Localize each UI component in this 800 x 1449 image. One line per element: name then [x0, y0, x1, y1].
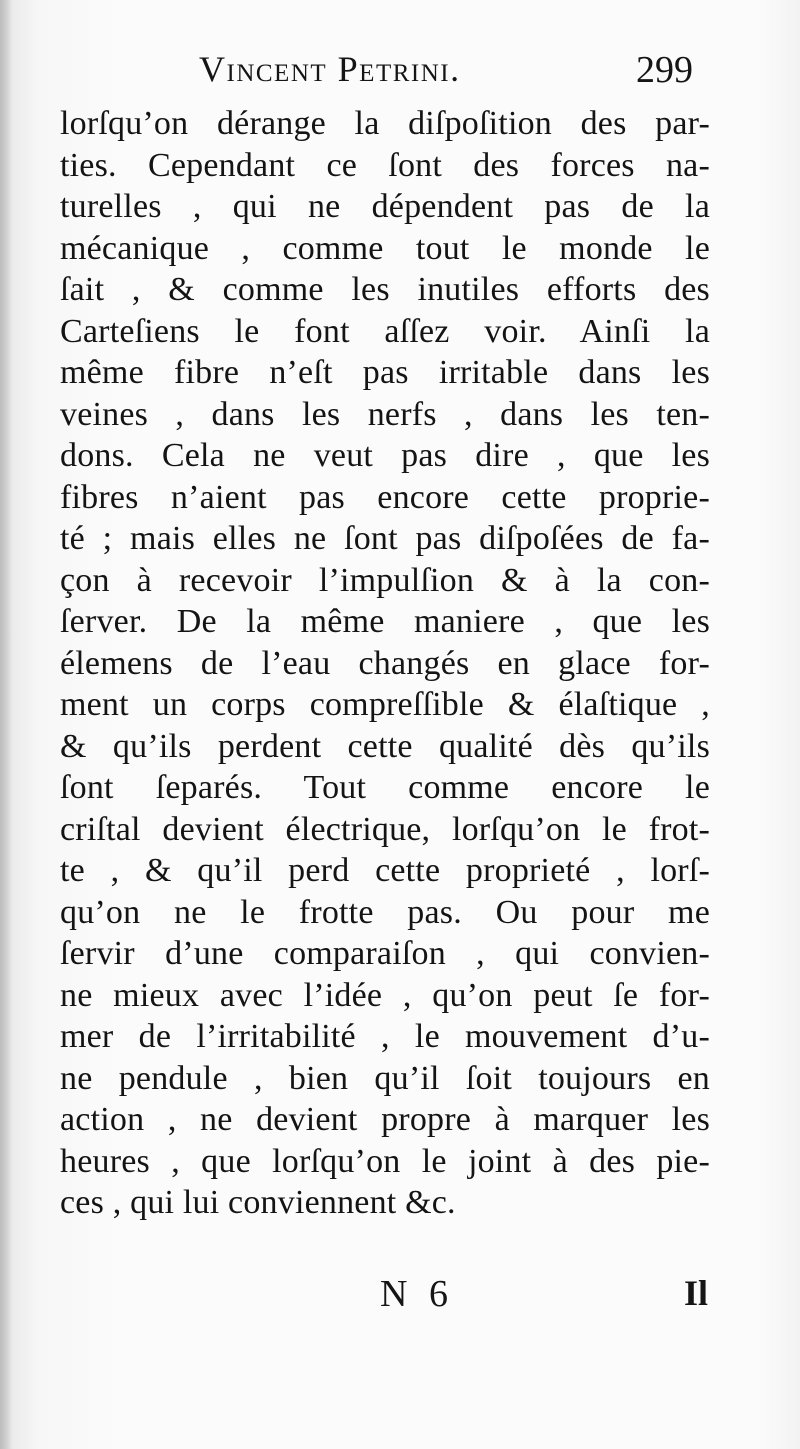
text-line: ne mieux avec l’idée , qu’on peut ſe for-: [60, 976, 710, 1014]
text-line: veines , dans les nerfs , dans les ten-: [60, 395, 710, 433]
text-line: ſont ſeparés. Tout comme encore le: [60, 769, 710, 806]
text-line: mécanique , comme tout le monde le: [60, 229, 710, 267]
text-line: ſervir d’une comparaiſon , qui convien-: [60, 935, 710, 972]
text-line: élemens de l’eau changés en glace for-: [60, 644, 710, 682]
page-number: 299: [636, 49, 693, 91]
text-line: Carteſiens le font aſſez voir. Ainſi la: [60, 312, 710, 350]
text-line: & qu’ils perdent cette qualité dès qu’ils: [60, 727, 710, 765]
text-line: fibres n’aient pas encore cette proprie-: [60, 478, 710, 516]
text-line: dons. Cela ne veut pas dire , que les: [60, 437, 710, 474]
signature-mark: N 6: [380, 1273, 454, 1315]
catchword: Il: [684, 1273, 709, 1313]
text-line: criſtal devient électrique, lorſqu’on le frot-: [60, 810, 710, 848]
text-line: ties. Cependant ce ſont des forces na-: [60, 146, 710, 184]
text-line: ſait , & comme les inutiles efforts des: [60, 271, 710, 308]
text-line: lorſqu’on dérange la diſpoſition des par-: [60, 105, 710, 142]
text-line: ſerver. De la même maniere , que les: [60, 603, 710, 640]
text-line: te , & qu’il perd cette proprieté , lorſ-: [60, 852, 710, 889]
text-line: ces , qui lui conviennent &c.: [60, 1184, 456, 1221]
page-footer: [0, 1268, 800, 1318]
page-header: [0, 44, 800, 92]
text-line: action , ne devient propre à marquer les: [60, 1101, 710, 1138]
running-head: Vincent Petrini.: [199, 49, 461, 89]
gutter-shadow: [0, 0, 12, 1449]
text-line: turelles , qui ne dépendent pas de la: [60, 188, 710, 225]
text-line: heures , que lorſqu’on le joint à des pie-: [60, 1142, 710, 1180]
text-line: même fibre n’eſt pas irritable dans les: [60, 354, 710, 391]
text-line: mer de l’irritabilité , le mouvement d’u-: [60, 1018, 710, 1055]
text-line: çon à recevoir l’impulſion & à la con-: [60, 561, 710, 599]
text-line: té ; mais elles ne ſont pas diſpoſées de fa-: [60, 520, 710, 557]
body-text: [60, 103, 710, 1224]
text-line: ne pendule , bien qu’il ſoit toujours en: [60, 1059, 710, 1097]
text-line: ment un corps compreſſible & élaſtique ,: [60, 686, 710, 723]
text-line: qu’on ne le frotte pas. Ou pour me: [60, 893, 710, 931]
